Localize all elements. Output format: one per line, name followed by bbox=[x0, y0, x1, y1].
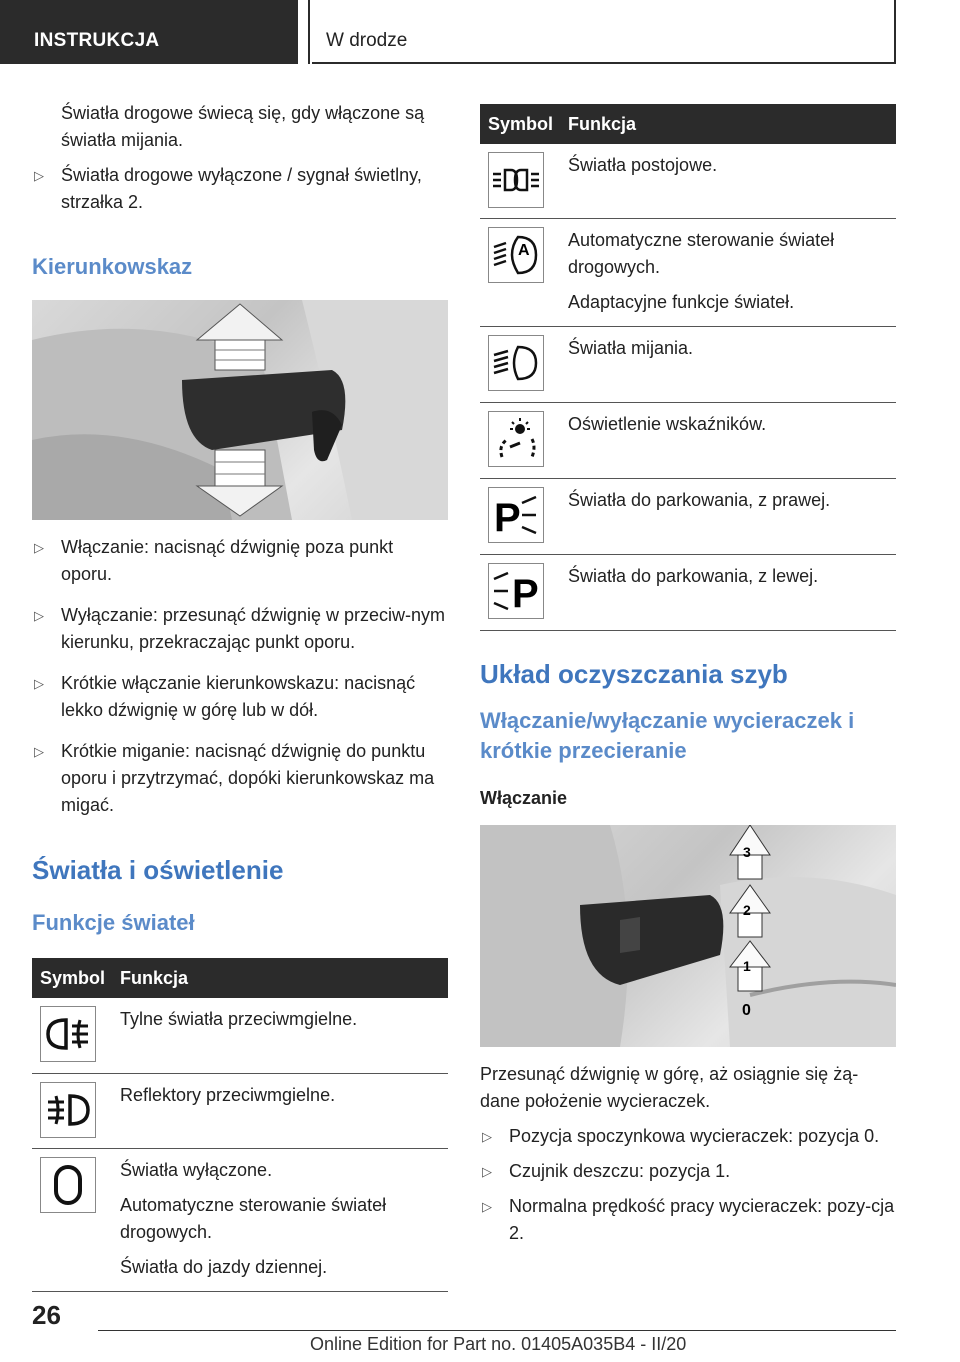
light-functions-table bbox=[32, 958, 448, 1292]
list-item: ▷ Czujnik deszczu: pozycja 1. bbox=[480, 1158, 896, 1185]
triangle-bullet-icon: ▷ bbox=[482, 1164, 492, 1179]
low-beam-icon bbox=[488, 335, 544, 391]
table-row: P Światła do parkowania, z prawej. bbox=[480, 479, 896, 555]
triangle-bullet-icon: ▷ bbox=[34, 744, 44, 759]
column-header-symbol: Symbol bbox=[480, 104, 566, 144]
triangle-bullet-icon: ▷ bbox=[482, 1129, 492, 1144]
position-2-label: 2 bbox=[743, 902, 751, 918]
triangle-bullet-icon: ▷ bbox=[482, 1199, 492, 1214]
auto-headlight-icon bbox=[488, 227, 544, 283]
edition-text: Online Edition for Part no. 01405A035B4 - II/20 bbox=[310, 1334, 687, 1354]
section-heading-lights: Światła i oświetlenie bbox=[32, 855, 284, 885]
wiper-lever-photo bbox=[480, 825, 896, 1047]
list-item: ▷ Krótkie włączanie kierunkowskazu: nacisnąć lekko dźwignię w górę lub w dół. bbox=[32, 670, 448, 724]
parking-left-icon bbox=[488, 563, 544, 619]
subheading-light-functions: Funkcje świateł bbox=[32, 910, 195, 935]
triangle-bullet-icon: ▷ bbox=[34, 608, 44, 623]
right-column bbox=[480, 104, 896, 1247]
table-row: Reflektory przeciwmgielne. bbox=[32, 1073, 448, 1148]
table-row: Światła postojowe. bbox=[480, 144, 896, 219]
list-item: ▷ Włączanie: nacisnąć dźwignię poza punkt oporu. bbox=[32, 534, 448, 588]
lights-off-zero-icon bbox=[40, 1157, 96, 1213]
instrument-lighting-icon bbox=[488, 411, 544, 467]
rear-fog-light-icon bbox=[40, 1006, 96, 1062]
column-header-function: Funkcja bbox=[118, 958, 448, 998]
table-row: Światła mijania. bbox=[480, 327, 896, 403]
svg-text:A: A bbox=[518, 242, 530, 259]
position-3-label: 3 bbox=[743, 844, 751, 860]
triangle-bullet-icon: ▷ bbox=[34, 168, 44, 183]
move-lever-text: Przesunąć dźwignię w górę, aż osiągnie się żą-dane położenie wycieraczek. bbox=[480, 1064, 859, 1111]
wiper-positions-list bbox=[480, 1123, 896, 1247]
turn-signal-list bbox=[32, 534, 448, 819]
table-row: Światła wyłączone. Automatyczne sterowanie świateł drogowych. Światła do jazdy dziennej. bbox=[32, 1148, 448, 1291]
triangle-bullet-icon: ▷ bbox=[34, 676, 44, 691]
svg-text:P: P bbox=[494, 496, 521, 537]
svg-text:P: P bbox=[512, 572, 539, 613]
table-row: P Światła do parkowania, z lewej. bbox=[480, 555, 896, 631]
footer-divider bbox=[98, 1330, 896, 1331]
position-1-label: 1 bbox=[743, 958, 751, 974]
parking-right-icon bbox=[488, 487, 544, 543]
front-fog-light-icon bbox=[40, 1082, 96, 1138]
list-item: ▷ Światła drogowe wyłączone / sygnał świetlny, strzałka 2. bbox=[32, 162, 448, 216]
list-item: ▷ Pozycja spoczynkowa wycieraczek: pozycja 0. bbox=[480, 1123, 896, 1150]
chapter-label: W drodze bbox=[312, 0, 896, 64]
table-row: Tylne światła przeciwmgielne. bbox=[32, 998, 448, 1073]
section-heading-turn-signal: Kierunkowskaz bbox=[32, 254, 193, 279]
list-item: ▷ Krótkie miganie: nacisnąć dźwignię do punktu oporu i przytrzymać, dopóki kierunkowskaz ma migać. bbox=[32, 738, 448, 819]
list-item: ▷ Normalna prędkość pracy wycieraczek: pozy-cja 2. bbox=[480, 1193, 896, 1247]
subheading-wipers: Włączanie/wyłączanie wycieraczek i krótkie przecieranie bbox=[480, 708, 855, 763]
intro-text: Światła drogowe świecą się, gdy włączone są światła mijania. bbox=[61, 103, 425, 150]
light-functions-table-continued bbox=[480, 104, 896, 631]
section-label: INSTRUKCJA bbox=[0, 0, 298, 64]
column-header-function: Funkcja bbox=[566, 104, 896, 144]
position-0-label: 0 bbox=[742, 1002, 751, 1019]
list-item: ▷ Wyłączanie: przesunąć dźwignię w przeciw-nym kierunku, przekraczając punkt oporu. bbox=[32, 602, 448, 656]
section-heading-wash-system: Układ oczyszczania szyb bbox=[480, 659, 788, 689]
table-row: Oświetlenie wskaźników. bbox=[480, 403, 896, 479]
left-column bbox=[32, 100, 448, 1292]
subheading-on: Włączanie bbox=[480, 788, 568, 808]
triangle-bullet-icon: ▷ bbox=[34, 540, 44, 555]
table-row: A Automatyczne sterowanie świateł drogowych. Adaptacyjne funkcje świateł. bbox=[480, 219, 896, 327]
turn-signal-lever-photo bbox=[32, 300, 448, 520]
column-header-symbol: Symbol bbox=[32, 958, 118, 998]
parking-lights-icon bbox=[488, 152, 544, 208]
page-number: 26 bbox=[32, 1300, 61, 1330]
page-header bbox=[0, 0, 960, 66]
